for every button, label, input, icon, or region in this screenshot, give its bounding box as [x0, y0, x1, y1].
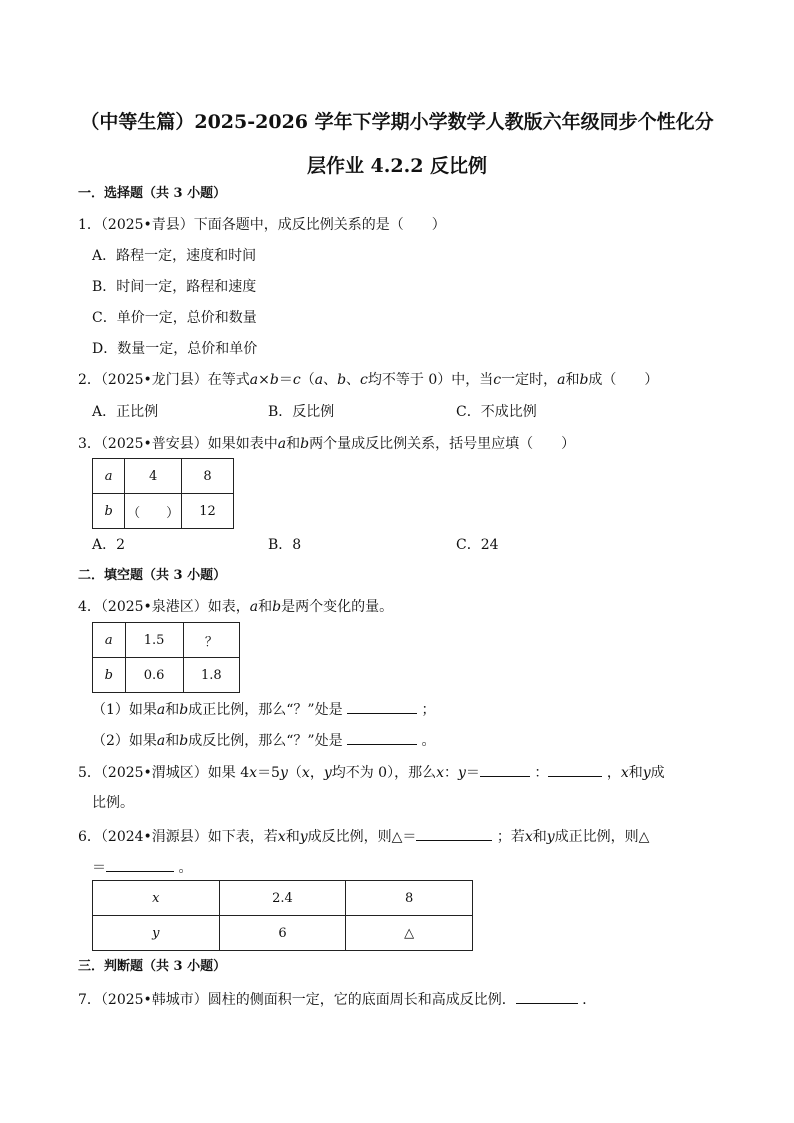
question-1-option-b[interactable]: B．时间一定，路程和速度 [92, 279, 257, 295]
question-1-stem: 1．（2025•青县）下面各题中，成反比例关系的是（ ） [78, 217, 446, 233]
answer-blank[interactable] [516, 989, 578, 1004]
question-2-stem: 2．（2025•龙门县）在等式a×b＝c（a、b、c均不等于 0）中，当c一定时，a和b成（ ） [78, 372, 659, 388]
table-cell: 4 [125, 459, 182, 494]
table-cell: a [93, 459, 125, 494]
question-6-table [92, 880, 473, 951]
question-1-option-d[interactable]: D．数量一定，总价和单价 [92, 341, 258, 357]
question-7-stem: 7．（2025•韩城市）圆柱的侧面积一定，它的底面周长和高成反比例． ． [78, 989, 596, 1010]
table-cell: 0.6 [125, 658, 183, 693]
section-heading-fill: 二．填空题（共 3 小题） [78, 568, 227, 583]
table-cell: 8 [182, 459, 234, 494]
question-3-option-c[interactable]: C．24 [456, 537, 499, 553]
section-heading-choice: 一．选择题（共 3 小题） [78, 186, 227, 201]
question-4-stem: 4．（2025•泉港区）如表，a和b是两个变化的量。 [78, 599, 394, 615]
question-3-option-a[interactable]: A．2 [92, 537, 126, 553]
answer-blank[interactable] [416, 826, 492, 841]
table-cell: 1.8 [183, 658, 239, 693]
table-cell: 12 [182, 494, 234, 529]
table-cell: 8 [346, 881, 473, 916]
answer-blank[interactable] [347, 730, 417, 745]
question-5-continuation: 比例。 [92, 795, 134, 811]
table-cell: x [93, 881, 220, 916]
question-1-option-c[interactable]: C．单价一定，总价和数量 [92, 310, 257, 326]
table-cell: b [93, 658, 126, 693]
title-line-2: 层作业 4.2.2 反比例 [306, 155, 488, 177]
answer-blank[interactable] [347, 699, 417, 714]
table-cell: 2.4 [219, 881, 346, 916]
table-cell: b [93, 494, 125, 529]
table-cell: y [93, 916, 220, 951]
question-3-table [92, 458, 234, 529]
question-4-table [92, 622, 240, 693]
table-cell: a [93, 623, 126, 658]
question-3-stem: 3．（2025•普安县）如果如表中a和b两个量成反比例关系，括号里应填（ ） [78, 436, 576, 452]
table-cell: △ [346, 916, 473, 951]
question-2-option-c[interactable]: C．不成比例 [456, 404, 537, 420]
question-6-continuation: ＝ 。 [92, 857, 192, 878]
answer-blank[interactable] [480, 762, 530, 777]
question-3-option-b[interactable]: B．8 [268, 537, 302, 553]
question-2-option-b[interactable]: B．反比例 [268, 404, 335, 420]
question-2-option-a[interactable]: A．正比例 [92, 404, 159, 420]
table-cell: （ ） [125, 494, 182, 529]
table-cell: 1.5 [125, 623, 183, 658]
section-heading-judge: 三．判断题（共 3 小题） [78, 959, 227, 974]
question-6-stem: 6．（2024•涓源县）如下表，若x和y成反比例，则△＝ ；若x和y成正比例，则△ [78, 826, 649, 847]
table-cell: ？ [183, 623, 239, 658]
question-5-stem: 5．（2025•渭城区）如果 4x＝5y（x，y均不为 0），那么x：y＝ ： ，x和y成 [78, 762, 665, 783]
page-title [70, 100, 724, 188]
answer-blank[interactable] [106, 857, 174, 872]
answer-blank[interactable] [548, 762, 602, 777]
title-line-1: （中等生篇）2025-2026 学年下学期小学数学人教版六年级同步个性化分 [80, 111, 714, 133]
question-4-sub-1: （1）如果a和b成正比例，那么“？”处是 ； [92, 699, 435, 720]
table-cell: 6 [219, 916, 346, 951]
question-4-sub-2: （2）如果a和b成反比例，那么“？”处是 。 [92, 730, 435, 751]
question-1-option-a[interactable]: A．路程一定，速度和时间 [92, 248, 257, 264]
